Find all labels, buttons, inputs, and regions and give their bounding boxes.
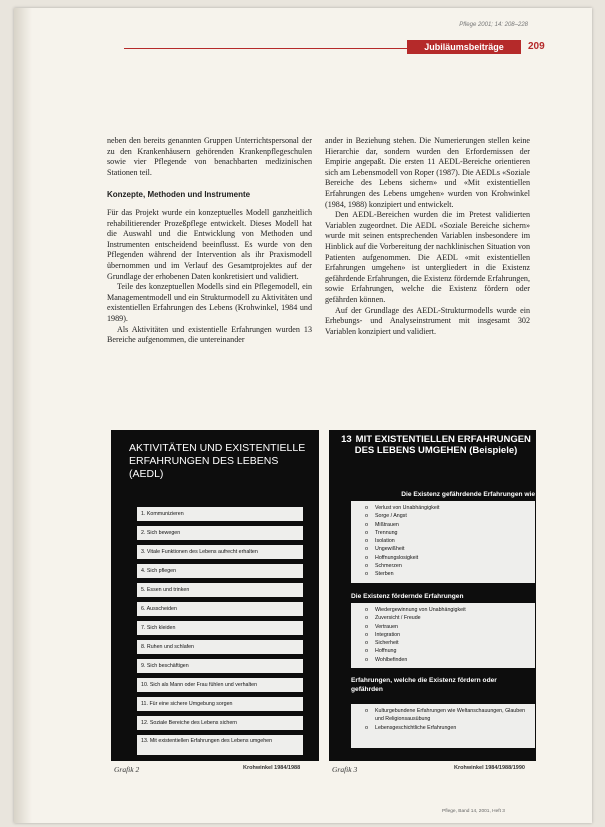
- aedl-item: 7. Sich kleiden: [137, 621, 303, 635]
- list-item: o Lebensgeschichtliche Erfahrungen: [375, 724, 535, 732]
- figure-caption: Grafik 3: [332, 765, 358, 774]
- aedl-item: 1. Kommunizieren: [137, 507, 303, 521]
- list-item: o Sorge / Angst: [375, 512, 535, 520]
- section-label: Jubiläumsbeiträge: [407, 40, 521, 54]
- section-heading: Konzepte, Methoden und Instrumente: [107, 190, 251, 200]
- group-box: [351, 704, 535, 748]
- list-item: o Kulturgebundene Erfahrungen wie Weltanschauungen, Glauben und Religionsausübung: [375, 707, 535, 724]
- figure-credit: Krohwinkel 1984/1988: [243, 765, 301, 771]
- aedl-item: 4. Sich pflegen: [137, 564, 303, 578]
- group-heading: Die Existenz gefährdende Erfahrungen wie: [401, 491, 535, 498]
- aedl-item: 2. Sich bewegen: [137, 526, 303, 540]
- group-list: [351, 603, 535, 664]
- right-column: [325, 136, 530, 337]
- figure-credit: Krohwinkel 1984/1988/1990: [454, 765, 525, 771]
- list-item: o Wohlbefinden: [375, 656, 535, 664]
- figure-existential-experiences: [329, 430, 536, 761]
- list-item: o Verlust von Unabhängigkeit: [375, 504, 535, 512]
- paragraph: Auf der Grundlage des AEDL-Strukturmodells wurde ein Erhebungs- und Analyseinstrument mit insgesamt 302 Variablen konzipiert und validiert.: [325, 305, 530, 336]
- page-edge-shadow: [14, 8, 32, 823]
- list-item: o Isolation: [375, 537, 535, 545]
- page-number: 209: [528, 41, 545, 52]
- left-column: [107, 136, 312, 346]
- list-item: o Hoffnungslosigkeit: [375, 554, 535, 562]
- aedl-item: 12. Soziale Bereiche des Lebens sichern: [137, 716, 303, 730]
- group-box: [351, 603, 535, 668]
- aedl-item: 13. Mit existentiellen Erfahrungen des Lebens umgehen: [137, 735, 303, 755]
- page-footer: Pflege, Band 14, 2001, Heft 3: [442, 809, 505, 814]
- figure-title: AKTIVITÄTEN UND EXISTENTIELLE ERFAHRUNGEN DES LEBENS (AEDL): [129, 442, 306, 480]
- list-item: o Sterben: [375, 570, 535, 578]
- figure-aedl-list: [111, 430, 319, 761]
- list-item: o Mißtrauen: [375, 521, 535, 529]
- list-item: o Schmerzen: [375, 562, 535, 570]
- list-item: o Sicherheit: [375, 639, 535, 647]
- group-heading: Die Existenz fördernde Erfahrungen: [351, 593, 464, 600]
- paragraph: Teile des konzeptuellen Modells sind ein Pflegemodell, ein Managementmodell und ein Strukturmodell zu Aktivitäten und existentiellen Erfahrungen des Lebens (Krohwinkel, 1984 und 1989).: [107, 282, 312, 323]
- list-item: o Integration: [375, 631, 535, 639]
- list-item: o Vertrauen: [375, 623, 535, 631]
- list-item: o Zuversicht / Freude: [375, 614, 535, 622]
- aedl-item: 5. Essen und trinken: [137, 583, 303, 597]
- paragraph: ander in Beziehung stehen. Die Numerierungen stellen keine Hierarchie dar, sondern wurden den Erfordernissen der Empirie angepaßt. Die ersten 11 AEDL-Bereiche orientieren sich am Lebensmodell von Roper (1987). Die AEDLs «Soziale Bereiche des Lebens sichern» und «Mit existentiellen Erfahrungen des Lebens umgehen» wurden von Krohwinkel (1984, 1988) konzipiert und entwickelt.: [325, 136, 530, 209]
- page-sheet: [14, 8, 592, 823]
- paragraph: Für das Projekt wurde ein konzeptuelles Modell ganzheitlich rehabilitierender Prozeßpflege entwickelt. Dieses Modell hat die Auswahl und die Entwicklung von Methoden und Instrumenten entscheidend beeinflusst. Es wurde von den Pflegenden während der Intervention als ihr Praxismodell übernommen und im Verlauf des Gesamtprojektes auf der Grundlage der erhobenen Daten konkretisiert und validiert.: [107, 207, 312, 281]
- figure-caption: Grafik 2: [114, 765, 140, 774]
- list-item: o Hoffnung: [375, 647, 535, 655]
- figure-number: 13: [341, 434, 352, 445]
- list-item: o Wiedergewinnung von Unabhängigkeit: [375, 606, 535, 614]
- paragraph: neben den bereits genannten Gruppen Unterrichtspersonal der zu den Krankenhäusern gehörenden Krankenpflegeschulen sowie vier Pflegende von benachbarten medizinischen Stationen teil.: [107, 136, 312, 177]
- figure-title: [341, 434, 531, 456]
- group-list: [351, 501, 535, 579]
- aedl-item: 9. Sich beschäftigen: [137, 659, 303, 673]
- aedl-item: 11. Für eine sichere Umgebung sorgen: [137, 697, 303, 711]
- group-list: [351, 704, 535, 732]
- list-item: o Ungewißheit: [375, 545, 535, 553]
- figure-title-text: MIT EXISTENTIELLEN ERFAHRUNGEN DES LEBENS UMGEHEN (Beispiele): [354, 434, 531, 456]
- list-item: o Trennung: [375, 529, 535, 537]
- group-box: [351, 501, 535, 583]
- paragraph: Den AEDL-Bereichen wurden die im Pretest validierten Variablen zugeordnet. Die AEDL «Soziale Bereiche sichern» wurde mit seinen entsprechenden Variablen insbesondere im Hinblick auf die Vorbereitung der nachklinischen Situation von Patienten aufgenommen. Die AEDL «mit existentiellen Erfahrungen umgehen» ist untergliedert in die Existenz gefährdende Erfahrungen, die Existenz fördernde Erfahrungen, sowie Erfahrungen, welche die Existenz fördern oder gefährden können.: [325, 210, 530, 304]
- paragraph: Als Aktivitäten und existentielle Erfahrungen wurden 13 Bereiche aufgenommen, die untereinander: [107, 324, 312, 345]
- aedl-item: 10. Sich als Mann oder Frau fühlen und verhalten: [137, 678, 303, 692]
- group-heading: Erfahrungen, welche die Existenz fördern oder gefährden: [351, 677, 497, 693]
- aedl-item: 3. Vitale Funktionen des Lebens aufrecht erhalten: [137, 545, 303, 559]
- aedl-item: 8. Ruhen und schlafen: [137, 640, 303, 654]
- aedl-item: 6. Ausscheiden: [137, 602, 303, 616]
- journal-reference: Pflege 2001; 14: 208–228: [459, 22, 528, 28]
